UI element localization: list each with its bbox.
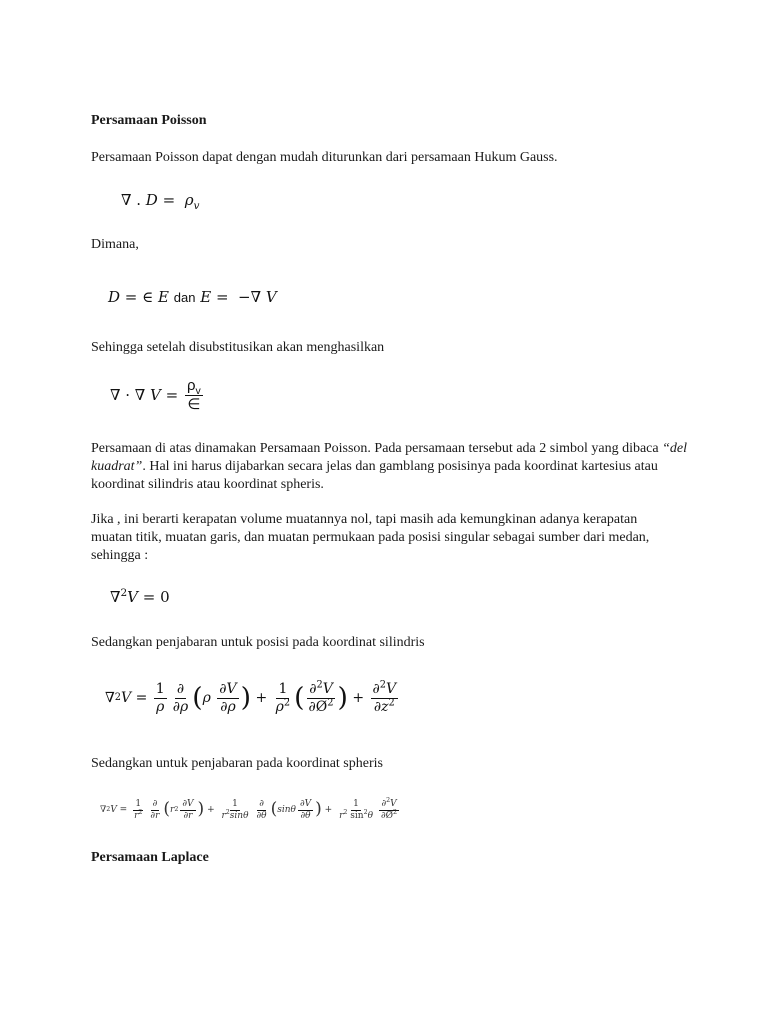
field-relations-equation: D = ∈ E dan E = −∇ V: [108, 288, 277, 306]
intro-paragraph: Persamaan Poisson dapat dengan mudah diturunkan dari persamaan Hukum Gauss.: [91, 150, 558, 165]
spheris-text: Sedangkan untuk penjabaran pada koordinat spheris: [91, 756, 383, 771]
spherical-laplacian-equation: ∇ 2 V = $\frac{1}{r^2}$ $\frac{\partial}{\partial r}$ ( r 2 $\frac{\partial V}{\partial r}$ ) + $\frac{1}{r^2\sin\theta}$ $\frac{\partial}{\partial\theta}$ ( sinθ $\frac{\partial V}{\partial\theta}$ ) + $\frac{1}{r^2 \sin^2\theta}$ $\frac{\partial^2V}{\partial Ø^2}$: [100, 797, 398, 821]
poisson-description-paragraph: [91, 440, 691, 494]
laplace-equation: ∇$^2$V = 0: [110, 587, 170, 606]
section-title-poisson: Persamaan Poisson: [91, 113, 207, 128]
del-kuadrat-term: “del kuadrat”: [91, 441, 687, 474]
cylindrical-laplacian-equation: ∇ 2 V = $\frac{1}{\rho}$ $\frac{\partial}{\partial\rho}$ ( ρ $\frac{\partial V}{\partial\rho}$ ) + $\frac{1}{\rho^2}$ ( $\frac{\partial^2V}{\partial Ø^2}$ ) + $\frac{\partial^2V}{\partial z^2}$: [105, 679, 397, 715]
poisson-equation: ∇ · ∇ V = $\frac{\rho_v}{\in}$: [110, 377, 201, 413]
silindris-text: Sedangkan penjabaran untuk posisi pada koordinat silindris: [91, 635, 425, 650]
para1-start: Persamaan di atas dinamakan Persamaan Poisson. Pada persamaan tersebut ada 2 simbol yang dibaca: [91, 441, 663, 456]
section-title-laplace: Persamaan Laplace: [91, 850, 209, 865]
laplace-condition-paragraph: Jika , ini berarti kerapatan volume muatannya nol, tapi masih ada kemungkinan adanya kerapatan muatan titik, muatan garis, dan muatan permukaan pada posisi singular sebagai sumber dari medan, sehingga :: [91, 512, 650, 563]
dan-label: dan: [173, 290, 196, 305]
para1-end: . Hal ini harus dijabarkan secara jelas dan gamblang posisinya pada koordinat kartesius atau koordinat silindris atau koordinat spheris.: [91, 459, 658, 492]
dimana-text: Dimana,: [91, 237, 139, 252]
sehingga-text: Sehingga setelah disubstitusikan akan menghasilkan: [91, 340, 385, 355]
gauss-law-equation: ∇ . $D = \rho_v$: [121, 191, 200, 212]
